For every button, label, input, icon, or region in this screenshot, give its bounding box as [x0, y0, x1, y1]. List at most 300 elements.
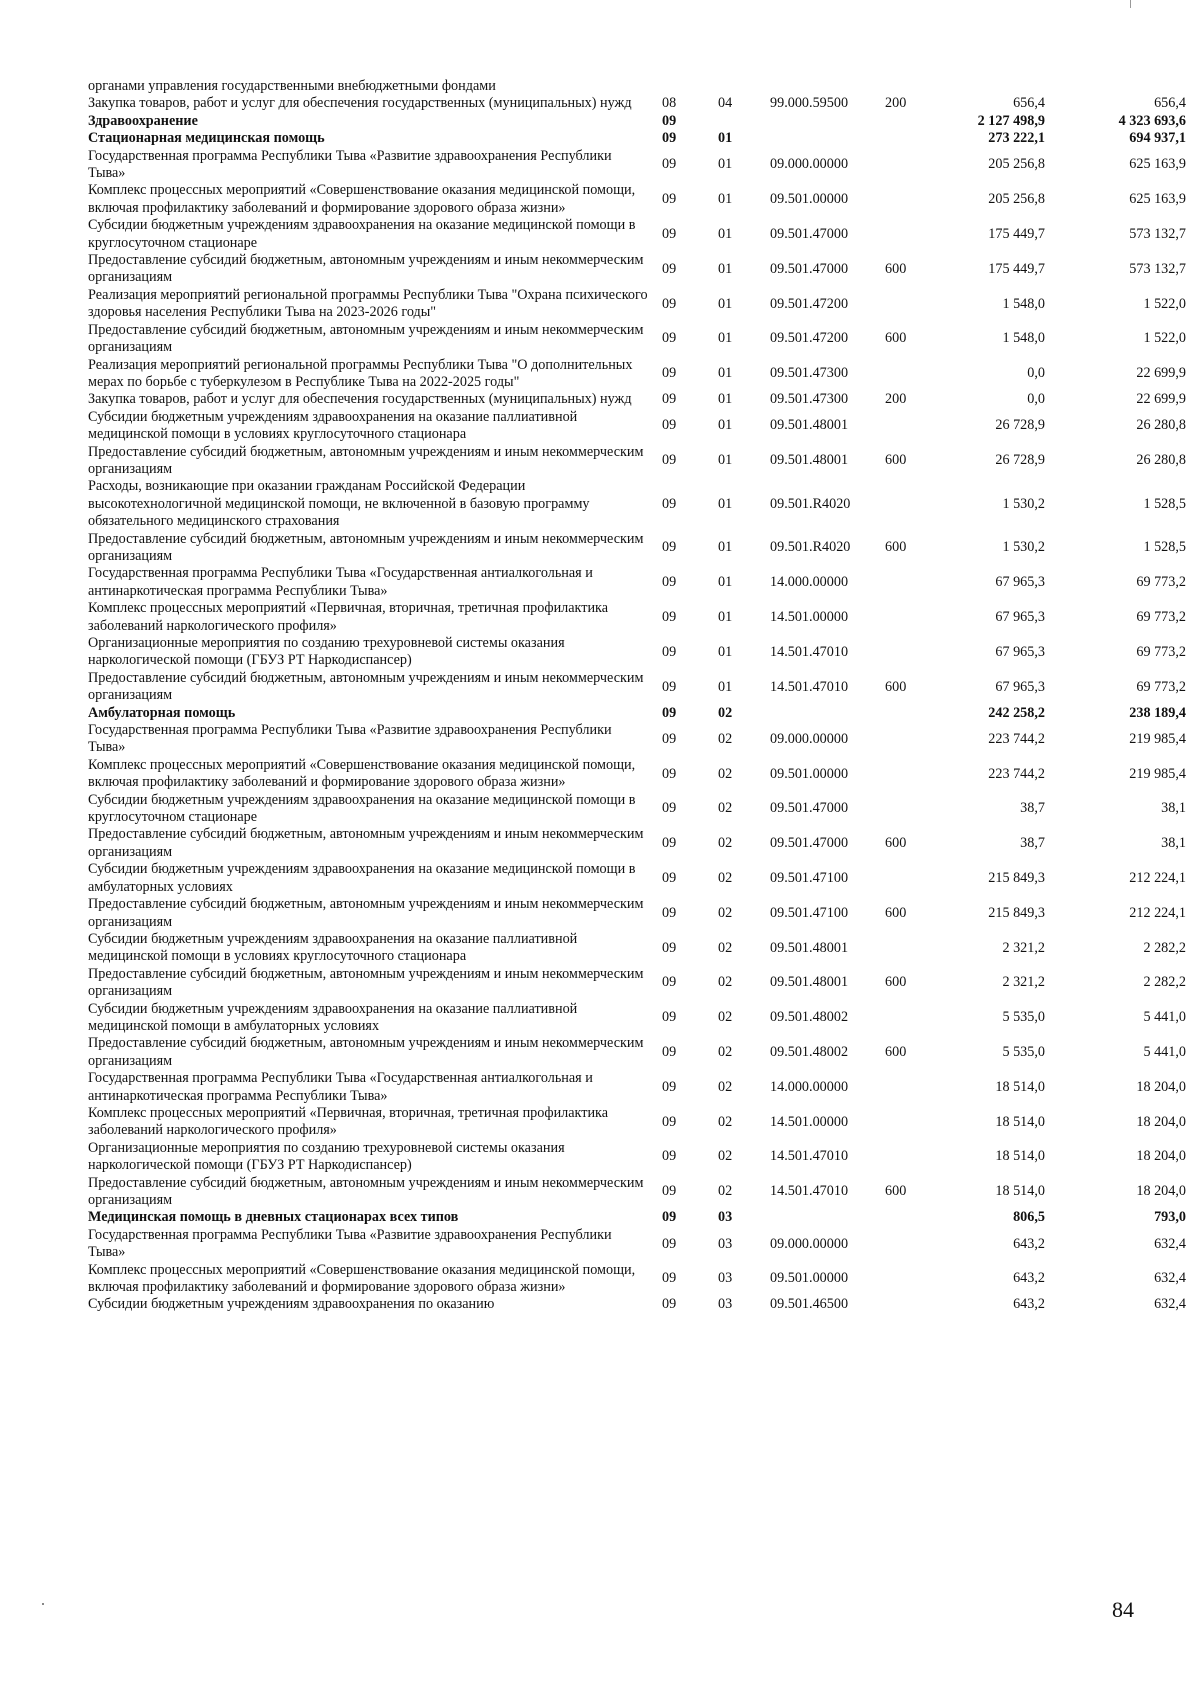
row-subsection: 01	[718, 130, 733, 147]
row-subsection: 02	[718, 1113, 733, 1130]
row-target-article: 09.501.47200	[770, 330, 849, 347]
row-amount-year-1: 38,7	[1020, 835, 1045, 852]
row-amount-year-1: 5 535,0	[1002, 1009, 1045, 1026]
row-name: Субсидии бюджетным учреждениям здравоохранения на оказание медицинской помощи в амбулаторных условиях	[88, 861, 636, 895]
row-expense-type	[885, 1227, 937, 1262]
row-target-article: 09.501.47300	[770, 391, 849, 408]
row-expense-type	[885, 722, 937, 757]
row-amount-year-2: 5 441,0	[1143, 1044, 1186, 1061]
row-expense-type	[885, 1070, 937, 1105]
row-target-article: 14.501.47010	[770, 1183, 849, 1200]
row-subsection: 01	[718, 574, 733, 591]
row-name: Субсидии бюджетным учреждениям здравоохранения на оказание медицинской помощи в круглосуточном стационаре	[88, 217, 636, 251]
row-amount-year-2: 632,4	[1154, 1296, 1186, 1313]
row-section: 09	[662, 1044, 677, 1061]
row-expense-type	[885, 357, 937, 392]
row-section	[656, 78, 718, 95]
row-name: Предоставление субсидий бюджетным, автономным учреждениям и иным некоммерческим организациям	[88, 252, 644, 286]
row-section: 09	[662, 1183, 677, 1200]
row-expense-type: 200	[885, 95, 907, 112]
row-expense-type	[885, 1262, 937, 1297]
row-section: 09	[662, 643, 677, 660]
row-name: Субсидии бюджетным учреждениям здравоохранения на оказание паллиативной медицинской помощи в условиях круглосуточного стационара	[88, 930, 578, 965]
row-section: 09	[662, 974, 677, 991]
row-amount-year-2: 69 773,2	[1136, 574, 1186, 591]
row-section: 09	[662, 730, 677, 747]
row-section: 09	[662, 156, 677, 173]
row-amount-year-2: 2 282,2	[1143, 974, 1186, 991]
row-expense-type	[885, 287, 937, 322]
row-amount-year-1: 1 548,0	[1002, 295, 1045, 312]
row-name: Предоставление субсидий бюджетным, автономным учреждениям и иным некоммерческим организациям	[88, 1174, 644, 1208]
row-name: Предоставление субсидий бюджетным, автономным учреждениям и иным некоммерческим организациям	[88, 669, 644, 704]
row-amount-year-1: 26 728,9	[995, 452, 1045, 469]
row-amount-year-1: 223 744,2	[988, 765, 1045, 782]
row-name: Амбулаторная помощь	[88, 704, 236, 721]
row-amount-year-2: 632,4	[1154, 1270, 1186, 1287]
row-expense-type	[885, 931, 937, 966]
table-row	[88, 1001, 1186, 1036]
table-row	[88, 1035, 1186, 1070]
row-amount-year-2: 632,4	[1154, 1235, 1186, 1252]
row-name: Предоставление субсидий бюджетным, автономным учреждениям и иным некоммерческим организациям	[88, 321, 644, 356]
row-subsection: 03	[718, 1209, 733, 1226]
row-amount-year-2: 4 323 693,6	[1118, 112, 1186, 129]
row-name: Государственная программа Республики Тыва «Государственная антиалкогольная и антинаркотическая программа Республики Тыва»	[88, 1070, 593, 1104]
row-target-article: 09.501.48002	[770, 1009, 849, 1026]
row-subsection: 01	[718, 417, 733, 434]
row-target-article: 14.501.00000	[770, 1113, 849, 1130]
row-expense-type	[885, 1140, 937, 1175]
table-row	[88, 1296, 1186, 1313]
row-amount-year-1: 2 321,2	[1002, 939, 1045, 956]
row-amount-year-2: 625 163,9	[1129, 156, 1186, 173]
row-amount-year-2: 793,0	[1154, 1209, 1186, 1226]
row-amount-year-2: 69 773,2	[1136, 678, 1186, 695]
row-subsection: 01	[718, 225, 733, 242]
row-expense-type	[885, 1296, 937, 1313]
row-subsection: 01	[718, 191, 733, 208]
table-row	[88, 635, 1186, 670]
row-amount-year-2: 69 773,2	[1136, 643, 1186, 660]
row-expense-type: 600	[885, 1183, 907, 1200]
row-section: 09	[662, 225, 677, 242]
row-target-article: 09.000.00000	[770, 730, 849, 747]
table-row	[88, 705, 1186, 722]
table-row	[88, 757, 1186, 792]
row-amount-year-1: 242 258,2	[988, 704, 1045, 721]
row-expense-type	[885, 635, 937, 670]
row-name: Организационные мероприятия по созданию трехуровневой системы оказания наркологической помощи (ГБУЗ РТ Наркодиспансер)	[88, 635, 565, 669]
table-row	[88, 95, 1186, 112]
row-amount-year-1: 806,5	[1013, 1209, 1045, 1226]
row-target-article: 09.501.48001	[770, 939, 849, 956]
row-target-article: 09.501.48001	[770, 417, 849, 434]
budget-table-page	[88, 78, 1186, 1314]
row-amount-year-1: 38,7	[1020, 800, 1045, 817]
row-section: 09	[662, 939, 677, 956]
row-subsection: 03	[718, 1296, 733, 1313]
row-subsection: 01	[718, 365, 733, 382]
row-amount-year-1: 643,2	[1013, 1296, 1045, 1313]
row-name: Стационарная медицинская помощь	[88, 130, 325, 147]
row-amount-year-2: 1 528,5	[1143, 539, 1186, 556]
table-row	[88, 322, 1186, 357]
row-amount-year-2: 625 163,9	[1129, 191, 1186, 208]
row-amount-year-1: 2 321,2	[1002, 974, 1045, 991]
row-subsection	[718, 113, 770, 130]
row-amount-year-2: 18 204,0	[1136, 1148, 1186, 1165]
row-name: Здравоохранение	[88, 112, 198, 129]
row-amount-year-1: 273 222,1	[988, 130, 1045, 147]
row-amount-year-1: 5 535,0	[1002, 1044, 1045, 1061]
row-name: Реализация мероприятий региональной программы Республики Тыва "О дополнительных мерах по борьбе с туберкулезом в Республике Тыва на 2022-2025 годы"	[88, 356, 633, 390]
row-amount-year-1: 18 514,0	[995, 1183, 1045, 1200]
row-target-article: 09.000.00000	[770, 1235, 849, 1252]
row-amount-year-1: 656,4	[1013, 95, 1045, 112]
row-amount-year-1: 18 514,0	[995, 1113, 1045, 1130]
row-section: 09	[662, 417, 677, 434]
row-subsection: 01	[718, 608, 733, 625]
row-section: 09	[662, 800, 677, 817]
row-target-article: 14.000.00000	[770, 574, 849, 591]
row-name: Предоставление субсидий бюджетным, автономным учреждениям и иным некоммерческим организациям	[88, 530, 644, 564]
row-subsection: 01	[718, 643, 733, 660]
row-target-article: 09.501.46500	[770, 1296, 849, 1313]
table-row	[88, 113, 1186, 130]
row-amount-year-2: 1 528,5	[1143, 495, 1186, 512]
row-expense-type: 600	[885, 330, 907, 347]
row-name: Государственная программа Республики Тыва «Государственная антиалкогольная и антинаркотическая программа Республики Тыва»	[88, 565, 593, 599]
table-row	[88, 357, 1186, 392]
row-expense-type	[885, 792, 937, 827]
table-row	[88, 217, 1186, 252]
row-amount-year-1: 18 514,0	[995, 1078, 1045, 1095]
row-amount-year-2: 5 441,0	[1143, 1009, 1186, 1026]
row-target-article	[770, 78, 885, 95]
row-expense-type: 600	[885, 974, 907, 991]
row-amount-year-1: 215 849,3	[988, 904, 1045, 921]
row-name: Комплекс процессных мероприятий «Первичная, вторичная, третичная профилактика заболеваний наркологического профиля»	[88, 1104, 609, 1139]
table-row	[88, 130, 1186, 147]
table-row	[88, 1175, 1186, 1210]
row-amount-year-1: 223 744,2	[988, 730, 1045, 747]
row-amount-year-2: 22 699,9	[1136, 391, 1186, 408]
row-name: Комплекс процессных мероприятий «Совершенствование оказания медицинской помощи, включая профилактику заболеваний и формирование здорового образа жизни»	[88, 182, 636, 216]
row-section: 09	[662, 835, 677, 852]
row-target-article: 14.000.00000	[770, 1078, 849, 1095]
row-amount-year-2: 656,4	[1154, 95, 1186, 112]
row-name: Предоставление субсидий бюджетным, автономным учреждениям и иным некоммерческим организациям	[88, 443, 644, 477]
row-target-article: 09.000.00000	[770, 156, 849, 173]
row-name: Предоставление субсидий бюджетным, автономным учреждениям и иным некоммерческим организациям	[88, 1035, 644, 1069]
row-subsection: 03	[718, 1235, 733, 1252]
table-row	[88, 896, 1186, 931]
row-section: 09	[662, 191, 677, 208]
row-amount-year-2: 694 937,1	[1129, 130, 1186, 147]
row-amount-year-2: 212 224,1	[1129, 869, 1186, 886]
row-target-article: 14.501.47010	[770, 1148, 849, 1165]
row-section: 09	[662, 452, 677, 469]
row-subsection: 02	[718, 1078, 733, 1095]
row-amount-year-1: 67 965,3	[995, 643, 1045, 660]
row-subsection: 02	[718, 974, 733, 991]
row-amount-year-2: 38,1	[1161, 835, 1186, 852]
table-row	[88, 148, 1186, 183]
row-subsection: 01	[718, 330, 733, 347]
row-amount-year-1: 1 530,2	[1002, 539, 1045, 556]
row-amount-year-1: 26 728,9	[995, 417, 1045, 434]
table-row	[88, 1140, 1186, 1175]
table-row	[88, 478, 1186, 530]
row-amount-year-1: 1 548,0	[1002, 330, 1045, 347]
table-row	[88, 792, 1186, 827]
row-subsection: 01	[718, 495, 733, 512]
row-amount-year-1: 643,2	[1013, 1270, 1045, 1287]
table-row	[88, 931, 1186, 966]
row-expense-type: 600	[885, 539, 907, 556]
row-expense-type: 600	[885, 904, 907, 921]
row-name: Комплекс процессных мероприятий «Совершенствование оказания медицинской помощи, включая профилактику заболеваний и формирование здорового образа жизни»	[88, 1261, 636, 1296]
row-section: 09	[662, 112, 677, 129]
row-target-article: 09.501.47100	[770, 869, 849, 886]
row-name: Предоставление субсидий бюджетным, автономным учреждениям и иным некоммерческим организациям	[88, 826, 644, 860]
row-amount-year-1: 67 965,3	[995, 608, 1045, 625]
row-expense-type	[885, 409, 937, 444]
row-name: Реализация мероприятий региональной программы Республики Тыва "Охрана психического здоровья населения Республики Тыва на 2023-2026 годы"	[88, 286, 648, 321]
row-name: Государственная программа Республики Тыва «Развитие здравоохранения Республики Тыва»	[88, 722, 612, 756]
page-number: 84	[1112, 1597, 1134, 1622]
row-amount-year-1: 67 965,3	[995, 574, 1045, 591]
row-amount-year-1: 67 965,3	[995, 678, 1045, 695]
row-target-article: 09.501.00000	[770, 191, 849, 208]
row-section: 09	[662, 330, 677, 347]
row-subsection: 02	[718, 765, 733, 782]
row-amount-year-1: 175 449,7	[988, 260, 1045, 277]
row-target-article	[770, 1209, 885, 1226]
row-target-article: 09.501.47200	[770, 295, 849, 312]
row-section: 09	[662, 495, 677, 512]
row-expense-type	[885, 1105, 937, 1140]
row-amount-year-2: 1 522,0	[1143, 330, 1186, 347]
row-amount-year-2: 69 773,2	[1136, 608, 1186, 625]
row-section: 09	[662, 704, 677, 721]
row-amount-year-1: 205 256,8	[988, 156, 1045, 173]
row-target-article: 09.501.47100	[770, 904, 849, 921]
row-name: Государственная программа Республики Тыва «Развитие здравоохранения Республики Тыва»	[88, 147, 612, 182]
row-name: Расходы, возникающие при оказании гражданам Российской Федерации высокотехнологичной медицинской помощи, не включенной в базовую программу обязательного медицинского страхования	[88, 478, 590, 530]
row-section: 09	[662, 130, 677, 147]
row-expense-type	[885, 757, 937, 792]
row-amount-year-2: 219 985,4	[1129, 730, 1186, 747]
table-row	[88, 391, 1186, 408]
row-subsection: 01	[718, 295, 733, 312]
table-row	[88, 182, 1186, 217]
row-subsection	[718, 78, 770, 95]
table-row	[88, 1227, 1186, 1262]
row-section: 09	[662, 904, 677, 921]
budget-table	[88, 78, 1186, 1314]
row-amount-year-2: 18 204,0	[1136, 1078, 1186, 1095]
table-row	[88, 966, 1186, 1001]
row-target-article: 09.501.47000	[770, 800, 849, 817]
row-expense-type	[885, 1209, 937, 1226]
row-expense-type	[885, 478, 937, 530]
row-expense-type: 200	[885, 391, 907, 408]
table-row	[88, 1105, 1186, 1140]
table-row	[88, 670, 1186, 705]
row-amount-year-2: 573 132,7	[1129, 260, 1186, 277]
row-amount-year-2: 18 204,0	[1136, 1183, 1186, 1200]
row-target-article: 99.000.59500	[770, 95, 849, 112]
row-target-article: 09.501.00000	[770, 765, 849, 782]
row-subsection: 02	[718, 1183, 733, 1200]
row-name: Государственная программа Республики Тыва «Развитие здравоохранения Республики Тыва»	[88, 1226, 612, 1261]
row-expense-type	[885, 861, 937, 896]
row-amount-year-2: 38,1	[1161, 800, 1186, 817]
row-expense-type	[885, 130, 937, 147]
table-row	[88, 252, 1186, 287]
table-row	[88, 287, 1186, 322]
row-amount-year-1: 175 449,7	[988, 225, 1045, 242]
row-expense-type	[885, 217, 937, 252]
row-amount-year-1: 1 530,2	[1002, 495, 1045, 512]
table-row	[88, 861, 1186, 896]
row-target-article	[770, 130, 885, 147]
row-subsection: 02	[718, 730, 733, 747]
row-name: Субсидии бюджетным учреждениям здравоохранения по оказанию	[88, 1296, 495, 1313]
row-target-article: 09.501.48001	[770, 974, 849, 991]
row-section: 09	[662, 1113, 677, 1130]
row-subsection: 02	[718, 704, 733, 721]
row-name: Организационные мероприятия по созданию трехуровневой системы оказания наркологической помощи (ГБУЗ РТ Наркодиспансер)	[88, 1139, 565, 1174]
row-section: 09	[662, 574, 677, 591]
table-row	[88, 826, 1186, 861]
row-subsection: 01	[718, 678, 733, 695]
row-section: 09	[662, 1209, 677, 1226]
row-target-article: 14.501.00000	[770, 608, 849, 625]
row-expense-type: 600	[885, 260, 907, 277]
row-subsection: 02	[718, 904, 733, 921]
table-row	[88, 409, 1186, 444]
row-subsection: 02	[718, 800, 733, 817]
row-expense-type: 600	[885, 678, 907, 695]
row-target-article: 09.501.48002	[770, 1044, 849, 1061]
table-row	[88, 1070, 1186, 1105]
row-amount-year-1: 643,2	[1013, 1235, 1045, 1252]
row-expense-type	[885, 600, 937, 635]
row-amount-year-2: 26 280,8	[1136, 452, 1186, 469]
row-target-article	[770, 113, 885, 130]
row-amount-year-2: 573 132,7	[1129, 225, 1186, 242]
row-section: 09	[662, 260, 677, 277]
row-expense-type: 600	[885, 1044, 907, 1061]
row-section: 09	[662, 1270, 677, 1287]
row-expense-type: 600	[885, 835, 907, 852]
row-amount-year-1: 0,0	[1027, 365, 1045, 382]
row-expense-type	[885, 78, 937, 95]
budget-table-body	[88, 78, 1186, 1314]
row-amount-year-2: 1 522,0	[1143, 295, 1186, 312]
row-subsection: 01	[718, 452, 733, 469]
row-subsection: 02	[718, 1044, 733, 1061]
row-amount-year-1: 205 256,8	[988, 191, 1045, 208]
row-section: 09	[662, 295, 677, 312]
row-name: Комплекс процессных мероприятий «Совершенствование оказания медицинской помощи, включая профилактику заболеваний и формирование здорового образа жизни»	[88, 756, 636, 791]
row-subsection: 01	[718, 539, 733, 556]
row-amount-year-1: 2 127 498,9	[977, 112, 1045, 129]
table-row	[88, 78, 1186, 95]
row-section: 09	[662, 1296, 677, 1313]
row-target-article: 09.501.R4020	[770, 539, 851, 556]
row-amount-year-2: 26 280,8	[1136, 417, 1186, 434]
row-amount-year-2	[1079, 78, 1186, 95]
row-subsection: 02	[718, 939, 733, 956]
row-amount-year-2: 18 204,0	[1136, 1113, 1186, 1130]
row-target-article: 09.501.00000	[770, 1270, 849, 1287]
row-name: органами управления государственными внебюджетными фондами	[88, 78, 496, 94]
table-row	[88, 444, 1186, 479]
row-section: 09	[662, 765, 677, 782]
table-row	[88, 722, 1186, 757]
row-amount-year-1: 18 514,0	[995, 1148, 1045, 1165]
row-expense-type	[885, 1001, 937, 1036]
row-amount-year-2: 2 282,2	[1143, 939, 1186, 956]
row-section: 09	[662, 1148, 677, 1165]
row-amount-year-1: 0,0	[1027, 391, 1045, 408]
row-section: 09	[662, 608, 677, 625]
row-name: Комплекс процессных мероприятий «Первичная, вторичная, третичная профилактика заболеваний наркологического профиля»	[88, 600, 609, 634]
row-name: Субсидии бюджетным учреждениям здравоохранения на оказание паллиативной медицинской помощи в условиях круглосуточного стационара	[88, 408, 578, 443]
row-subsection: 04	[718, 95, 733, 112]
row-name: Закупка товаров, работ и услуг для обеспечения государственных (муниципальных) нужд	[88, 391, 632, 408]
row-amount-year-2: 219 985,4	[1129, 765, 1186, 782]
row-target-article: 09.501.47300	[770, 365, 849, 382]
row-section: 09	[662, 869, 677, 886]
row-subsection: 01	[718, 391, 733, 408]
scan-dot	[42, 1603, 44, 1605]
row-name: Закупка товаров, работ и услуг для обеспечения государственных (муниципальных) нужд	[88, 95, 632, 112]
row-expense-type	[885, 565, 937, 600]
row-target-article: 14.501.47010	[770, 678, 849, 695]
row-name: Предоставление субсидий бюджетным, автономным учреждениям и иным некоммерческим организациям	[88, 896, 644, 930]
row-target-article: 09.501.47000	[770, 225, 849, 242]
table-row	[88, 1262, 1186, 1297]
row-subsection: 02	[718, 1009, 733, 1026]
row-section: 09	[662, 1078, 677, 1095]
row-name: Медицинская помощь в дневных стационарах всех типов	[88, 1209, 459, 1226]
row-section: 09	[662, 678, 677, 695]
row-target-article: 09.501.R4020	[770, 495, 851, 512]
row-section: 09	[662, 1009, 677, 1026]
row-expense-type	[885, 113, 937, 130]
row-name: Субсидии бюджетным учреждениям здравоохранения на оказание паллиативной медицинской помощи в амбулаторных условиях	[88, 1000, 578, 1034]
row-target-article: 14.501.47010	[770, 643, 849, 660]
row-section: 09	[662, 1235, 677, 1252]
row-expense-type	[885, 705, 937, 722]
table-row	[88, 531, 1186, 566]
row-amount-year-1	[937, 78, 1079, 95]
row-subsection: 02	[718, 869, 733, 886]
row-amount-year-1: 215 849,3	[988, 869, 1045, 886]
scan-edge-mark	[1130, 0, 1131, 8]
row-subsection: 03	[718, 1270, 733, 1287]
row-name: Предоставление субсидий бюджетным, автономным учреждениям и иным некоммерческим организациям	[88, 965, 644, 1000]
row-section: 08	[662, 95, 677, 112]
row-expense-type	[885, 182, 937, 217]
row-amount-year-2: 22 699,9	[1136, 365, 1186, 382]
row-section: 09	[662, 365, 677, 382]
